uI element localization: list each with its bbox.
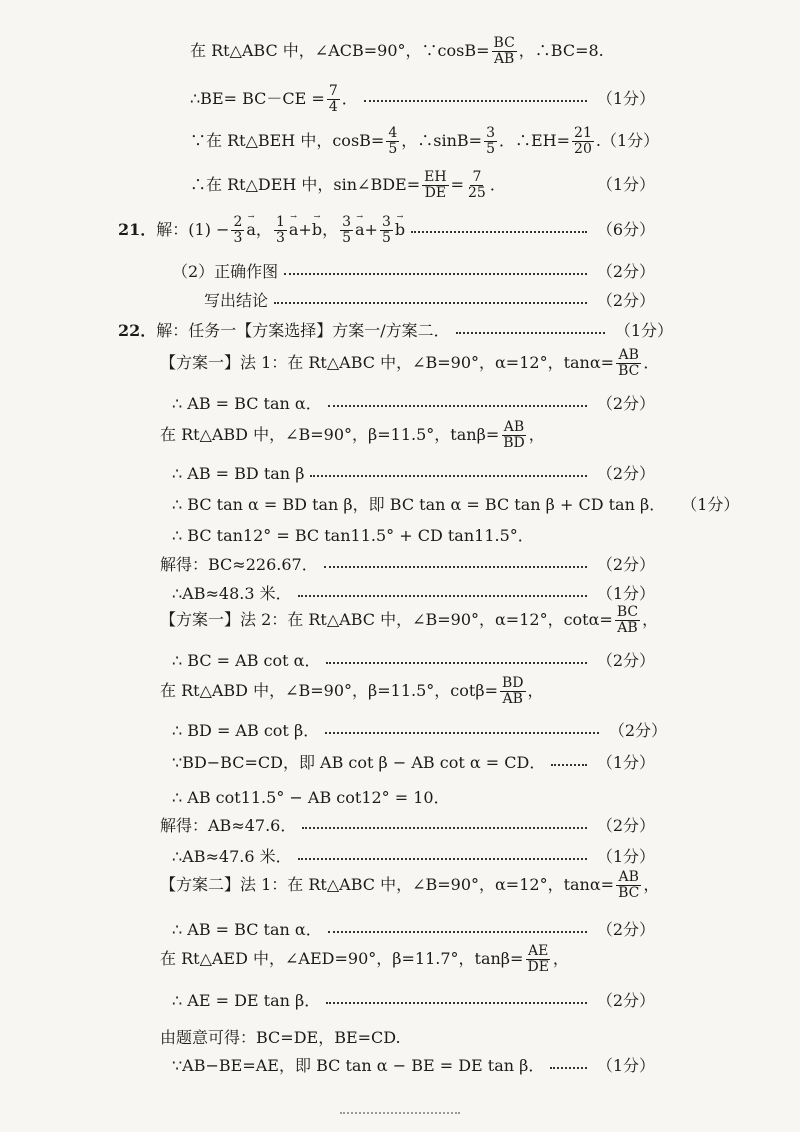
score: （1分） [596,753,655,772]
line-29: 由题意可得：BC=DE，BE=CD. [160,1028,401,1047]
fraction: $\frac{AB}{BC}$ [618,869,640,901]
score: （2分） [596,816,655,835]
line-30: ∵AB−BE=AE，即 BC tan α − BE = DE tan β． （1分） [172,1056,655,1075]
fraction: $\frac{AB}{BC}$ [618,347,640,379]
vector-a: → a [246,222,256,238]
leader-dots [328,405,587,407]
fraction: $\frac{1}{3}$ [275,214,285,246]
line-14: ∴ BC tan12° = BC tan11.5° + CD tan11.5°． [172,526,534,545]
line-19: 在 Rt△ABD 中，∠B=90°，β=11.5°，cotβ= $\frac{BD}{AB}$ ， [160,675,544,707]
score: （1分） [681,495,740,514]
q22-line: 22． 解：任务一【方案选择】方案一/方案二． （1分） [118,321,673,340]
line-1-text: 在 Rt△ABC 中，∠ACB=90°，∵cosB= [190,41,490,61]
leader-dots [324,566,587,568]
vector-b: → b [395,222,405,238]
score: （2分） [596,991,655,1010]
leader-dots [298,595,587,597]
fraction: $\frac{2}{3}$ [233,214,243,246]
fraction: $\frac{AE}{DE}$ [527,943,549,975]
leader-dots [298,858,587,860]
fraction: $\frac{3}{5}$ [486,125,495,157]
score: （2分） [596,555,655,574]
line-1-text-end: ，∴BC=8. [518,41,604,61]
fraction: $\frac{7}{4}$ [328,83,338,115]
line-23: 解得：AB≈47.6． （2分） [160,816,655,835]
score: （1分） [596,847,655,866]
leader-dots [328,931,587,933]
page-footer-smudge [340,1112,460,1120]
line-7: 写出结论 （2分） [204,291,655,310]
leader-dots [326,1002,587,1004]
score: （2分） [596,291,655,310]
line-9: 【方案一】法 1：在 Rt△ABC 中，∠B=90°，α=12°，tanα= $\frac{AB}{BC}$ ． [160,347,660,379]
line-1 [190,36,604,66]
vector-b: → b [312,222,322,238]
score: （2分） [596,262,655,281]
line-28: ∴ AE = DE tan β． （2分） [172,991,655,1010]
fraction: $\frac{BC}{AB}$ [616,604,639,636]
line-21: ∵BD−BC=CD，即 AB cot β − AB cot α = CD． （1分） [172,753,655,772]
line-22: ∴ AB cot11.5° − AB cot12° = 10． [172,788,450,807]
vector-a: → a [355,222,365,238]
line-3: ∵在 Rt△BEH 中，cosB= $\frac{4}{5}$ ，∴sinB= $\frac{3}{5}$ ．∴EH= $\frac{21}{20}$ . （1分） [190,125,660,157]
score: （6分） [596,220,655,240]
score: （1分） [596,1056,655,1075]
leader-dots [310,475,586,477]
fraction: $\frac{21}{20}$ [574,125,592,157]
score: （1分） [614,321,673,340]
leader-dots [326,662,586,664]
line-16: ∴AB≈48.3 米． （1分） [172,584,655,603]
fraction: $\frac{AB}{BD}$ [503,419,525,451]
line-18: ∴ BC = AB cot α． （2分） [172,651,655,670]
line-13: ∴ BC tan α = BD tan β，即 BC tan α = BC tan β + CD tan β． （1分） [172,495,740,514]
score: （2分） [608,721,667,740]
leader-dots [364,100,587,102]
leader-dots [411,231,587,233]
line-17: 【方案一】法 2：在 Rt△ABC 中，∠B=90°，α=12°，cotα= $\frac{BC}{AB}$ ， [160,604,659,636]
leader-dots [551,764,586,766]
score: （1分） [596,89,655,109]
fraction: $\frac{BD}{AB}$ [502,675,524,707]
score: （2分） [596,464,655,483]
score: （2分） [596,920,655,939]
score: （1分） [596,584,655,603]
fraction: $\frac{BC}{AB}$ [493,35,515,67]
score: （2分） [596,651,655,670]
fraction: $\frac{EH}{DE}$ [424,169,447,201]
fraction: $\frac{4}{5}$ [388,125,398,157]
score: （1分） [600,131,660,151]
score: （1分） [596,175,655,195]
line-15: 解得：BC≈226.67． （2分） [160,555,655,574]
line-12: ∴ AB = BD tan β （2分） [172,464,655,483]
line-24: ∴AB≈47.6 米． （1分） [172,847,655,866]
line-11: 在 Rt△ABD 中，∠B=90°，β=11.5°，tanβ= $\frac{AB}{BD}$ ， [160,419,545,451]
line-25: 【方案二】法 1：在 Rt△ABC 中，∠B=90°，α=12°，tanα= $\frac{AB}{BC}$ ， [160,869,660,901]
q21-line: 21． 解：(1) − $\frac{2}{3}$ → a ， $\frac{1}{3}$ → a + → b ， $\frac{3}{5}$ → a + $\frac{3}{5}$ → b （6分） [118,215,655,245]
question-number: 21． [118,220,157,240]
fraction: $\frac{7}{25}$ [467,169,486,201]
fraction: $\frac{3}{5}$ [381,214,391,246]
line-26: ∴ AB = BC tan α． （2分） [172,920,655,939]
question-number: 22． [118,321,157,340]
line-10: ∴ AB = BC tan α． （2分） [172,394,655,413]
leader-dots [302,827,586,829]
line-20: ∴ BD = AB cot β． （2分） [172,721,667,740]
vector-a: → a [289,222,299,238]
leader-dots [456,332,605,334]
leader-dots [284,273,587,275]
fraction: $\frac{3}{5}$ [342,214,351,246]
line-6: （2）正确作图 （2分） [172,262,655,281]
leader-dots [274,302,587,304]
line-27: 在 Rt△AED 中，∠AED=90°，β=11.7°，tanβ= $\frac{AE}{DE}$ ， [160,943,569,975]
score: （2分） [596,394,655,413]
line-4: ∴在 Rt△DEH 中，sin∠BDE= $\frac{EH}{DE}$ = $\frac{7}{25}$ ． （1分） [190,169,655,201]
leader-dots [550,1067,586,1069]
line-2: ∴BE= BC－CE = $\frac{7}{4}$ ． （1分） [190,83,655,115]
leader-dots [325,732,599,734]
